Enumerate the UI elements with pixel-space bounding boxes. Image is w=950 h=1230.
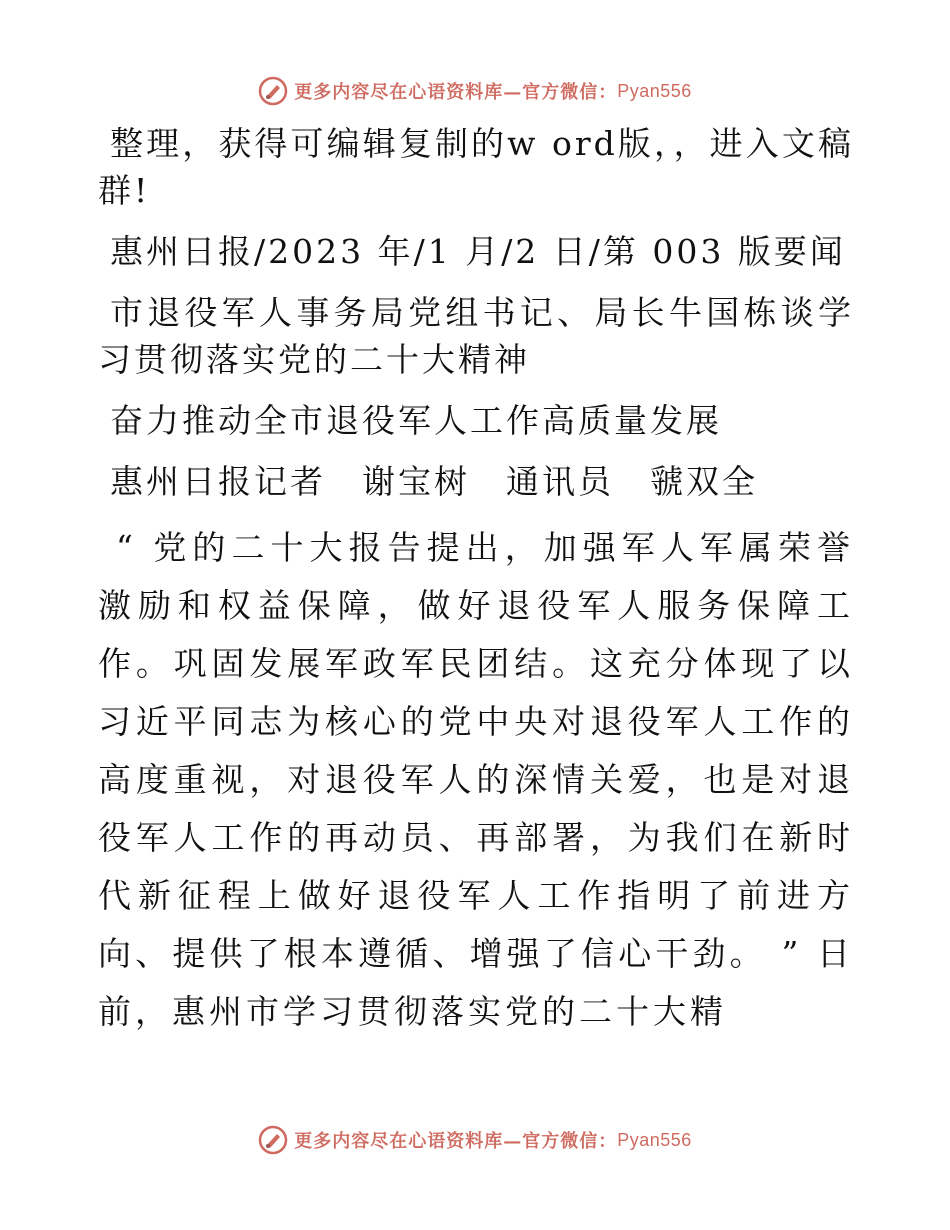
byline <box>98 458 854 505</box>
watermark-text: 更多内容尽在心语资料库—官方微信： <box>294 82 618 103</box>
header-watermark <box>0 73 950 109</box>
watermark-wechat-id: Pyan556 <box>617 1129 692 1150</box>
intro-paragraph: 整理，获得可编辑复制的w ord版，，进入文稿群! <box>98 124 854 210</box>
source-line: 惠州日报/2023 年/1 月/2 日/第 003 版要闻 <box>110 232 846 271</box>
byline-reporter-name: 谢宝树 <box>362 462 470 501</box>
watermark-logo-icon <box>258 76 288 106</box>
byline-correspondent-label: 通讯员 <box>506 462 614 501</box>
footer-watermark <box>0 1122 950 1158</box>
article-subheadline: 奋力推动全市退役军人工作高质量发展 <box>110 401 722 440</box>
byline-reporter-label: 惠州日报记者 <box>110 462 326 501</box>
watermark-wechat-id: Pyan556 <box>617 80 692 101</box>
document-body <box>98 120 854 1055</box>
body-paragraph: “ 党的二十大报告提出，加强军人军属荣誉激励和权益保障，做好退役军人服务保障工作。巩固发展军政军民团结。这充分体现了以习近平同志为核心的党中央对退役军人工作的高度重视，对退役军人的深情关爱，也是对退役军人工作的再动员、再部署，为我们在新时代新征程上做好退役军人工作指明了前进方向、提供了根本遵循、增强了信心干劲。 ” 日前，惠州市学习贯彻落实党的二十大精 <box>98 528 854 1031</box>
watermark-logo-icon <box>258 1125 288 1155</box>
byline-correspondent-name: 虢双全 <box>650 462 758 501</box>
article-headline: 市退役军人事务局党组书记、局长牛国栋谈学习贯彻落实党的二十大精神 <box>98 293 854 379</box>
watermark-text: 更多内容尽在心语资料库—官方微信： <box>294 1131 618 1152</box>
